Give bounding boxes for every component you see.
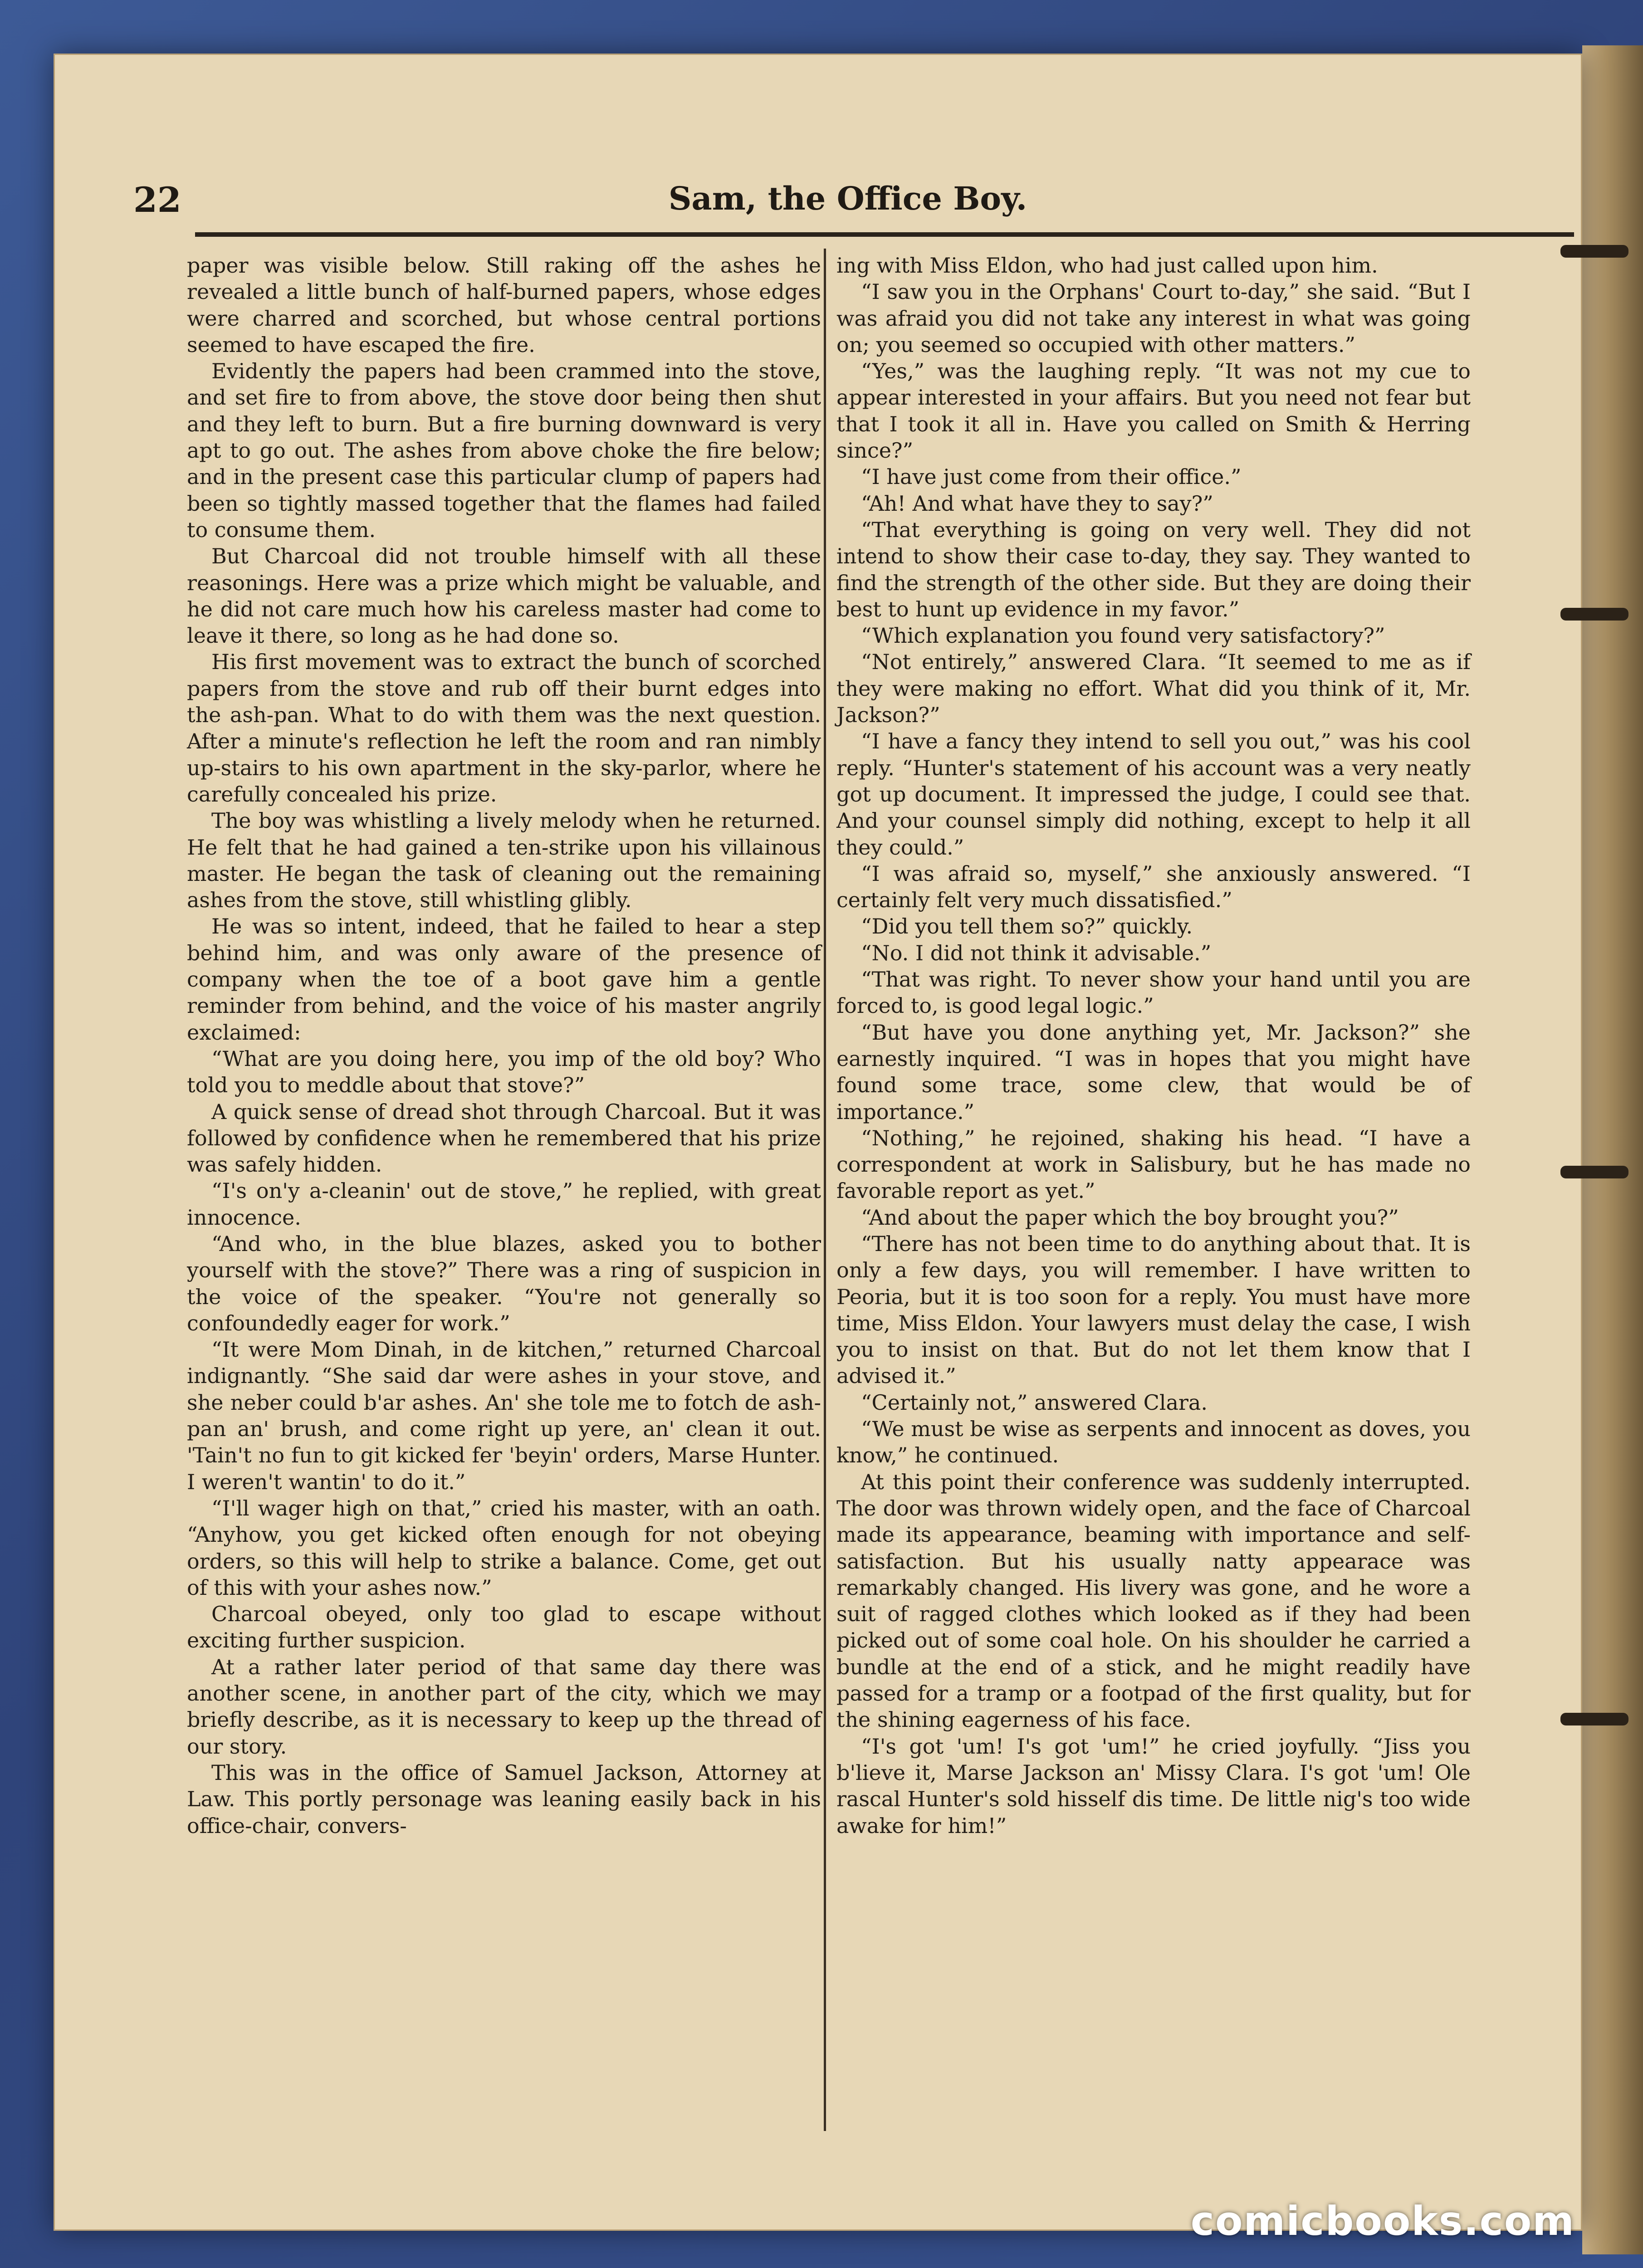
right-column [836,252,1471,2144]
paragraph: “Nothing,” he rejoined, shaking his head. “I have a correspondent at work in Salisbury, but he has made no favorable report as yet.” [836,1125,1471,1203]
column-divider [824,249,826,2131]
binding-staple [1560,245,1628,258]
paragraph: “No. I did not think it advisable.” [861,940,1212,965]
paragraph: “But have you done anything yet, Mr. Jackson?” she earnestly inquired. “I was in hopes that you might have found some trace, some clew, that would be of importance.” [836,1020,1471,1124]
paragraph: “Ah! And what have they to say?” [861,491,1213,516]
paragraph: His first movement was to extract the bunch of scorched papers from the stove and rub off their burnt edges into the ash-pan. What to do with them was the next question. After a minute's reflection he left the room and ran nimbly up-stairs to his own apartment in the sky-parlor, where he carefully concealed his prize. [187,650,821,807]
paragraph: “We must be wise as serpents and innocent as doves, you know,” he continued. [836,1417,1471,1468]
page-number: 22 [133,180,181,220]
paragraph: “What are you doing here, you imp of the old boy? Who told you to meddle about that stove?” [187,1046,821,1098]
paragraph: A quick sense of dread shot through Charcoal. But it was followed by confidence when he remembered that his prize was safely hidden. [187,1099,821,1177]
paragraph: “Certainly not,” answered Clara. [861,1390,1208,1415]
paragraph: “I have a fancy they intend to sell you out,” was his cool reply. “Hunter's statement of his account was a very neatly got up document. It impressed the judge, I could see that. And your counsel simply did nothing, except to help it all they could.” [836,729,1471,860]
paragraph: ing with Miss Eldon, who had just called upon him. [836,253,1378,278]
paragraph: He was so intent, indeed, that he failed to hear a step behind him, and was only aware of the presence of company when the toe of a boot gave him a gentle reminder from behind, and the voice of his master angrily exclaimed: [187,914,821,1045]
left-column [187,252,821,2144]
paragraph: “I'll wager high on that,” cried his master, with an oath. “Anyhow, you get kicked often enough for not obeying orders, so this will help to strike a balance. Come, get out of this with your ashes now.” [187,1496,821,1600]
running-title: Sam, the Office Boy. [668,180,1027,217]
paragraph: “Not entirely,” answered Clara. “It seemed to me as if they were making no effort. What did you think of it, Mr. Jackson?” [836,650,1471,728]
watermark: comicbooks.com [1190,2198,1575,2244]
paragraph: But Charcoal did not trouble himself with all these reasonings. Here was a prize which might be valuable, and he did not care much how his careless master had come to leave it there, so long as he had done so. [187,544,821,648]
paragraph: This was in the office of Samuel Jackson, Attorney at Law. This portly personage was leaning easily back in his office-chair, convers- [187,1760,821,1838]
paragraph: paper was visible below. Still raking off the ashes he revealed a little bunch of half-burned papers, whose edges were charred and scorched, but whose central portions seemed to have escaped the fire. [187,253,821,357]
paragraph: “Which explanation you found very satisfactory?” [861,623,1385,648]
binding-staple [1560,1166,1628,1178]
paragraph: Charcoal obeyed, only too glad to escape without exciting further suspicion. [187,1602,821,1653]
paragraph: “It were Mom Dinah, in de kitchen,” returned Charcoal indignantly. “She said dar were ashes in your stove, and she neber could b'ar ashes. An' she tole me to fotch de ash-pan an' brush, and come right up yere, an' clean it out. 'Tain't no fun to git kicked fer 'beyin' orders, Marse Hunter. I weren't wantin' to do it.” [187,1337,821,1494]
paragraph: At this point their conference was suddenly interrupted. The door was thrown widely open, and the face of Charcoal made its appearance, beaming with importance and self-satisfaction. But his usually natty appearace was remarkably changed. His livery was gone, and he wore a suit of ragged clothes which looked as if they had been picked out of some coal hole. On his shoulder he carried a bundle at the end of a stick, and he might readily have passed for a tramp or a footpad of the first quality, but for the shining eagerness of his face. [836,1469,1471,1732]
paragraph: “Did you tell them so?” quickly. [861,914,1193,939]
header-rule [195,232,1574,237]
paragraph: “I saw you in the Orphans' Court to-day,” she said. “But I was afraid you did not take any interest in what was going on; you seemed so occupied with other matters.” [836,279,1471,357]
paragraph: “That everything is going on very well. They did not intend to show their case to-day, they say. They wanted to find the strength of the other side. But they are doing their best to hunt up evidence in my favor.” [836,517,1471,621]
paragraph: “I have just come from their office.” [861,464,1242,489]
paragraph: “There has not been time to do anything about that. It is only a few days, you will remember. I have written to Peoria, but it is too soon for a reply. You must have more time, Miss Eldon. Your lawyers must delay the case, I wish you to insist on that. But do not let them know that I advised it.” [836,1231,1471,1388]
paragraph: Evidently the papers had been crammed into the stove, and set fire to from above, the stove door being then shut and they left to burn. But a fire burning downward is very apt to go out. The ashes from above choke the fire below; and in the present case this particular clump of papers had been so tightly massed together that the flames had failed to consume them. [187,359,821,542]
page-header [133,180,1562,234]
paragraph: “That was right. To never show your hand until you are forced to, is good legal logic.” [836,967,1471,1018]
paragraph: At a rather later period of that same day there was another scene, in another part of the city, which we may briefly describe, as it is necessary to keep up the thread of our story. [187,1654,821,1759]
paragraph: “And about the paper which the boy brought you?” [861,1205,1399,1230]
paragraph: “And who, in the blue blazes, asked you to bother yourself with the stove?” There was a ring of suspicion in the voice of the speaker. “You're not generally so confoundedly eager for work.” [187,1231,821,1335]
paragraph: “I was afraid so, myself,” she anxiously answered. “I certainly felt very much dissatisfied.” [836,861,1471,913]
paragraph: “Yes,” was the laughing reply. “It was not my cue to appear interested in your affairs. But you need not fear but that I took it all in. Have you called on Smith & Herring since?” [836,359,1471,463]
binding-staple [1560,608,1628,621]
binding-staple [1560,1713,1628,1725]
paragraph: “I's got 'um! I's got 'um!” he cried joyfully. “Jiss you b'lieve it, Marse Jackson an' Missy Clara. I's got 'um! Ole rascal Hunter's sold hisself dis time. De little nig's too wide awake for him!” [836,1734,1471,1838]
paragraph: “I's on'y a-cleanin' out de stove,” he replied, with great innocence. [187,1178,821,1230]
paragraph: The boy was whistling a lively melody when he returned. He felt that he had gained a ten-strike upon his villainous master. He began the task of cleaning out the remaining ashes from the stove, still whistling glibly. [187,808,821,913]
page-edge [1582,45,1643,2254]
